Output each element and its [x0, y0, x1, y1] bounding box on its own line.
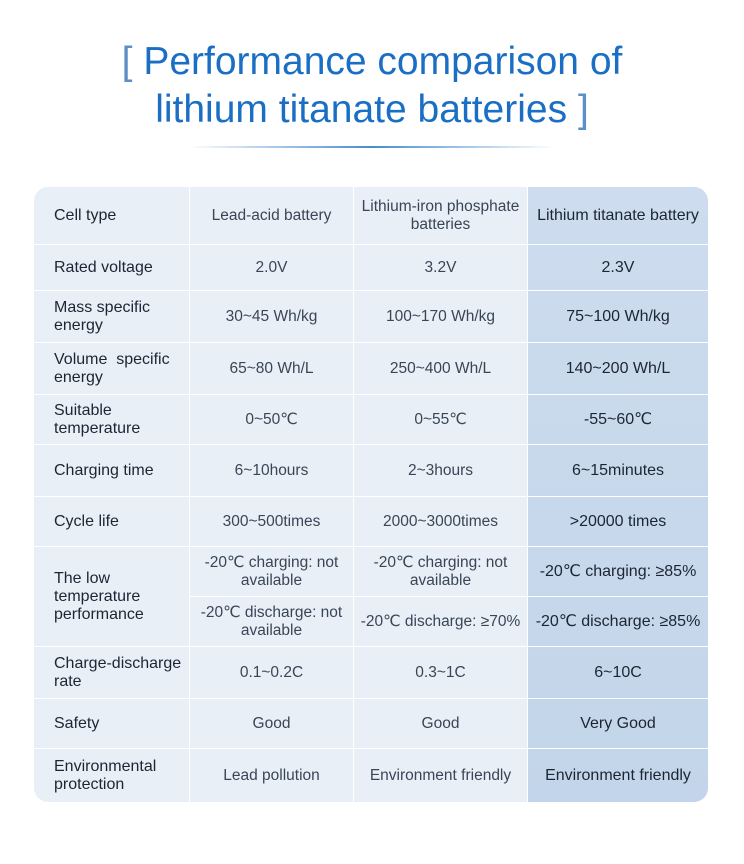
table-cell: 2.0V — [190, 245, 354, 291]
table-cell-highlight: -20℃ charging: ≥85% — [528, 547, 708, 597]
title-line-1 — [0, 38, 744, 86]
table-cell-highlight: 6~15minutes — [528, 445, 708, 497]
close-bracket: ] — [577, 88, 589, 131]
row-label-charge-rate: Charge-discharge rate — [34, 647, 190, 699]
table-cell: Environment friendly — [354, 749, 528, 802]
comparison-table — [34, 187, 708, 802]
header-cell-type: Cell type — [34, 187, 190, 245]
table-cell-highlight: Very Good — [528, 699, 708, 749]
header-lto: Lithium titanate battery — [528, 187, 708, 245]
row-label-charging-time: Charging time — [34, 445, 190, 497]
row-label-safety: Safety — [34, 699, 190, 749]
table-cell: 30~45 Wh/kg — [190, 291, 354, 343]
header-lead-acid: Lead-acid battery — [190, 187, 354, 245]
table-cell: 2000~3000times — [354, 497, 528, 547]
table-cell: 3.2V — [354, 245, 528, 291]
table-cell: -20℃ discharge: not available — [190, 597, 354, 647]
table-cell: 65~80 Wh/L — [190, 343, 354, 395]
title-text-2: lithium titanate batteries — [155, 88, 568, 131]
table-cell-highlight: 75~100 Wh/kg — [528, 291, 708, 343]
title-divider — [188, 146, 556, 148]
table-cell: 250~400 Wh/L — [354, 343, 528, 395]
table-cell-highlight: Environment friendly — [545, 766, 691, 784]
row-label-rated-voltage: Rated voltage — [34, 245, 190, 291]
row-label-environmental: Environmental protection — [34, 749, 190, 802]
row-label-mass-energy: Mass specific energy — [34, 291, 190, 343]
table-cell: Good — [190, 699, 354, 749]
header-lifepo4: Lithium-iron phosphate batteries — [354, 187, 528, 245]
table-cell-highlight: 140~200 Wh/L — [528, 343, 708, 395]
table-cell: 0.3~1C — [354, 647, 528, 699]
row-label-cycle-life: Cycle life — [34, 497, 190, 547]
table-cell-highlight: -20℃ discharge: ≥85% — [528, 597, 708, 647]
table-cell: 0~55℃ — [354, 395, 528, 445]
table-cell-highlight: 6~10C — [528, 647, 708, 699]
table-cell: 300~500times — [190, 497, 354, 547]
table-cell: 0.1~0.2C — [190, 647, 354, 699]
table-cell: -20℃ charging: not available — [190, 547, 354, 597]
table-cell: Lead pollution — [190, 749, 354, 802]
row-label-low-temp: The low temperature performance — [34, 547, 190, 647]
table-cell: 6~10hours — [190, 445, 354, 497]
title-text-1: Performance comparison of — [143, 40, 623, 83]
table-cell-highlight: -55~60℃ — [528, 395, 708, 445]
table-grid — [34, 187, 708, 802]
table-cell: 0~50℃ — [190, 395, 354, 445]
table-cell-highlight: 2.3V — [528, 245, 708, 291]
table-cell: 100~170 Wh/kg — [354, 291, 528, 343]
row-label-volume-energy: Volume specific energy — [34, 343, 190, 395]
open-bracket: [ — [121, 40, 133, 83]
table-cell: Good — [354, 699, 528, 749]
table-cell: -20℃ discharge: ≥70% — [354, 597, 528, 647]
row-label-temperature: Suitable temperature — [34, 395, 190, 445]
page-title — [0, 38, 744, 134]
table-cell: 2~3hours — [354, 445, 528, 497]
table-cell-highlight: >20000 times — [528, 497, 708, 547]
table-cell: -20℃ charging: not available — [354, 547, 528, 597]
title-line-2 — [0, 86, 744, 134]
